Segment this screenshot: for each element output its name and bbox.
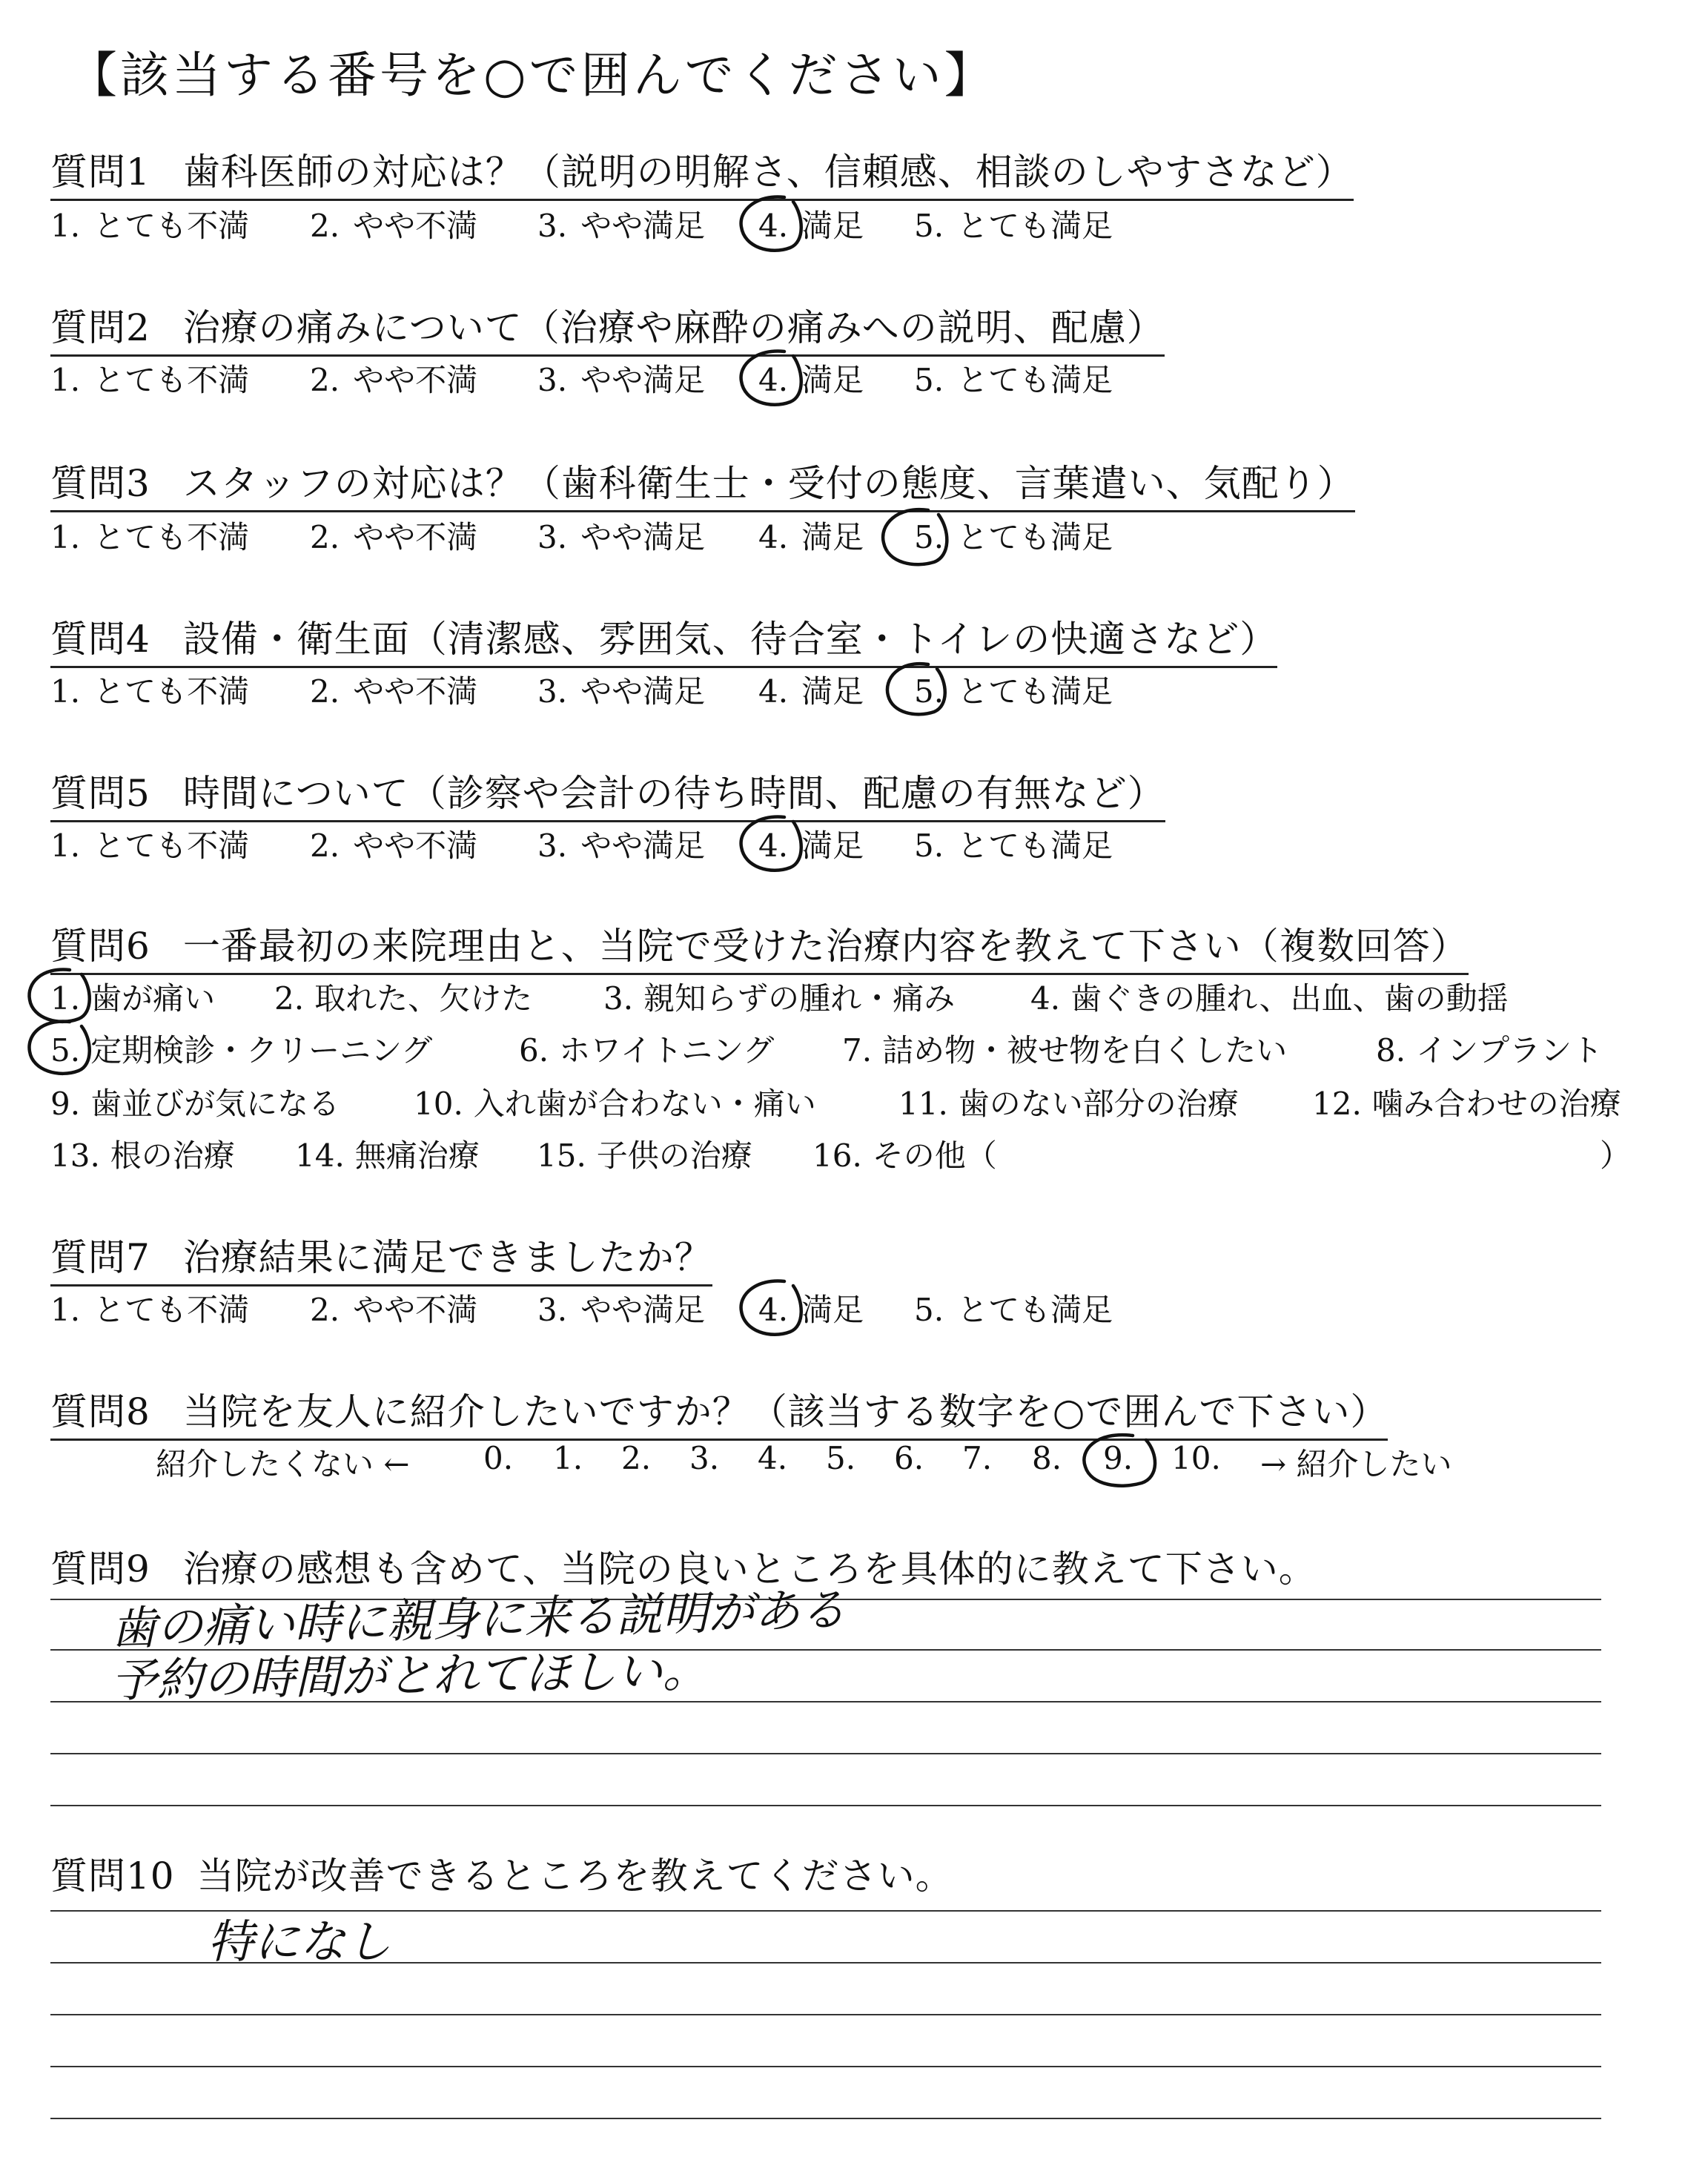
question-4-number: 質問4 <box>50 618 150 661</box>
question-8-number: 質問8 <box>50 1390 150 1433</box>
choice-2[interactable]: 2. やや不満 <box>310 362 478 398</box>
choice-3[interactable]: 3. やや満足 <box>537 362 706 398</box>
q6-option-8[interactable]: 8. インプラント <box>1376 1032 1603 1069</box>
choice-1[interactable]: 1. とても不満 <box>50 362 250 398</box>
q6-option-2[interactable]: 2. 取れた、欠けた <box>274 980 533 1017</box>
question-5-heading <box>50 764 1165 822</box>
question-9-number: 質問9 <box>50 1548 150 1591</box>
choice-3[interactable]: 3. やや満足 <box>537 208 706 244</box>
choice-3[interactable]: 3. やや満足 <box>537 828 706 864</box>
question-9-text: 治療の感想も含めて、当院の良いところを具体的に教えて下さい。 <box>182 1548 1317 1591</box>
q9-handwritten-answer-line-2: 予約の時間がとれてほしい。 <box>110 1642 709 1708</box>
q8-scale-7[interactable]: 7. <box>962 1440 993 1476</box>
q8-scale-5[interactable]: 5. <box>826 1440 856 1476</box>
q10-answer-line-5[interactable] <box>50 2118 1601 2119</box>
q8-scale-2[interactable]: 2. <box>621 1440 652 1476</box>
q10-handwritten-answer-line-1: 特になし <box>208 1915 392 1969</box>
question-7-number: 質問7 <box>50 1236 150 1279</box>
question-10-text: 当院が改善できるところを教えてください。 <box>196 1855 953 1898</box>
choice-1[interactable]: 1. とても不満 <box>50 519 250 555</box>
question-3-number: 質問3 <box>50 462 150 505</box>
question-4-heading <box>50 610 1277 668</box>
choice-2[interactable]: 2. やや不満 <box>310 828 478 864</box>
q6-option-12[interactable]: 12. 噛み合わせの治療 <box>1312 1086 1621 1122</box>
choice-4[interactable]: 4. 満足 <box>758 1292 864 1328</box>
page-title: 【該当する番号を○で囲んでください】 <box>68 47 996 104</box>
question-1-number: 質問1 <box>50 151 150 194</box>
choice-5[interactable]: 5. とても満足 <box>914 208 1113 244</box>
question-2-heading <box>50 298 1165 357</box>
choice-5[interactable]: 5. とても満足 <box>914 519 1113 555</box>
question-10-heading <box>50 1846 953 1903</box>
choice-3[interactable]: 3. やや満足 <box>537 519 706 555</box>
choice-2[interactable]: 2. やや不満 <box>310 208 478 244</box>
question-1-heading <box>50 142 1354 201</box>
choice-2[interactable]: 2. やや不満 <box>310 673 478 710</box>
q9-answer-line-2[interactable] <box>50 1649 1601 1651</box>
q9-handwritten-answer-line-1: 歯の痛い時に親身に来る説明がある <box>110 1582 847 1656</box>
question-2-text: 治療の痛みについて（治療や麻酔の痛みへの説明、配慮） <box>182 306 1165 349</box>
q6-other-close-paren: ） <box>1600 1137 1632 1174</box>
q6-option-11[interactable]: 11. 歯のない部分の治療 <box>898 1086 1239 1122</box>
q6-option-9[interactable]: 9. 歯並びが気になる <box>50 1086 340 1122</box>
q8-scale-6[interactable]: 6. <box>894 1440 924 1476</box>
question-1-text: 歯科医師の対応は？（説明の明解さ、信頼感、相談のしやすさなど） <box>182 151 1354 194</box>
q6-option-16[interactable]: 16. その他（ <box>812 1137 997 1174</box>
q8-scale-10[interactable]: 10. <box>1171 1440 1221 1476</box>
q6-option-6[interactable]: 6. ホワイトニング <box>519 1032 775 1069</box>
choice-2[interactable]: 2. やや不満 <box>310 1292 478 1328</box>
choice-4[interactable]: 4. 満足 <box>758 208 864 244</box>
q8-scale-1[interactable]: 1. <box>553 1440 583 1476</box>
q9-answer-line-4[interactable] <box>50 1753 1601 1754</box>
q8-scale-0[interactable]: 0. <box>483 1440 514 1476</box>
q6-option-4[interactable]: 4. 歯ぐきの腫れ、出血、歯の動揺 <box>1030 980 1509 1017</box>
q9-answer-line-3[interactable] <box>50 1701 1601 1702</box>
choice-1[interactable]: 1. とても不満 <box>50 828 250 864</box>
choice-5[interactable]: 5. とても満足 <box>914 1292 1113 1328</box>
question-5-number: 質問5 <box>50 772 150 815</box>
choice-5[interactable]: 5. とても満足 <box>914 828 1113 864</box>
question-6-text: 一番最初の来院理由と、当院で受けた治療内容を教えて下さい（複数回答） <box>182 925 1469 968</box>
q6-option-5[interactable]: 5. 定期検診・クリーニング <box>50 1032 433 1069</box>
choice-1[interactable]: 1. とても不満 <box>50 1292 250 1328</box>
q8-right-label: → 紹介したい <box>1260 1446 1452 1482</box>
choice-2[interactable]: 2. やや不満 <box>310 519 478 555</box>
question-2-number: 質問2 <box>50 306 150 349</box>
q8-left-label: 紹介したくない ← <box>156 1446 410 1482</box>
q8-scale-3[interactable]: 3. <box>689 1440 720 1476</box>
q6-option-7[interactable]: 7. 詰め物・被せ物を白くしたい <box>842 1032 1288 1069</box>
question-7-heading <box>50 1228 712 1287</box>
question-9-heading <box>50 1539 1317 1596</box>
choice-3[interactable]: 3. やや満足 <box>537 673 706 710</box>
choice-5[interactable]: 5. とても満足 <box>914 673 1113 710</box>
choice-3[interactable]: 3. やや満足 <box>537 1292 706 1328</box>
q6-option-3[interactable]: 3. 親知らずの腫れ・痛み <box>603 980 956 1017</box>
choice-5[interactable]: 5. とても満足 <box>914 362 1113 398</box>
question-10-number: 質問10 <box>50 1855 175 1898</box>
q10-answer-line-1[interactable] <box>50 1910 1601 1912</box>
q8-scale-9[interactable]: 9. <box>1103 1440 1133 1476</box>
choice-4[interactable]: 4. 満足 <box>758 828 864 864</box>
question-7-text: 治療結果に満足できましたか？ <box>182 1236 712 1279</box>
question-6-heading <box>50 916 1469 975</box>
choice-4[interactable]: 4. 満足 <box>758 673 864 710</box>
q9-answer-line-1[interactable] <box>50 1599 1601 1600</box>
q8-scale-4[interactable]: 4. <box>758 1440 788 1476</box>
q6-option-15[interactable]: 15. 子供の治療 <box>537 1137 752 1174</box>
q10-answer-line-4[interactable] <box>50 2066 1601 2067</box>
q10-answer-line-2[interactable] <box>50 1962 1601 1964</box>
choice-1[interactable]: 1. とても不満 <box>50 673 250 710</box>
q6-option-10[interactable]: 10. 入れ歯が合わない・痛い <box>414 1086 816 1122</box>
q10-answer-line-3[interactable] <box>50 2014 1601 2015</box>
question-6-number: 質問6 <box>50 925 150 968</box>
question-4-text: 設備・衛生面（清潔感、雰囲気、待合室・トイレの快適さなど） <box>182 618 1278 661</box>
q6-option-14[interactable]: 14. 無痛治療 <box>295 1137 480 1174</box>
question-8-heading <box>50 1382 1388 1441</box>
question-3-text: スタッフの対応は？（歯科衛生士・受付の態度、言葉遣い、気配り） <box>182 462 1355 505</box>
q6-option-1[interactable]: 1. 歯が痛い <box>50 980 216 1017</box>
choice-4[interactable]: 4. 満足 <box>758 362 864 398</box>
choice-1[interactable]: 1. とても不満 <box>50 208 250 244</box>
question-5-text: 時間について（診察や会計の待ち時間、配慮の有無など） <box>182 772 1165 815</box>
q8-scale-8[interactable]: 8. <box>1032 1440 1062 1476</box>
choice-4[interactable]: 4. 満足 <box>758 519 864 555</box>
q6-option-13[interactable]: 13. 根の治療 <box>50 1137 235 1174</box>
question-3-heading <box>50 454 1355 512</box>
q9-answer-line-5[interactable] <box>50 1805 1601 1806</box>
question-8-text: 当院を友人に紹介したいですか？（該当する数字を○で囲んで下さい） <box>182 1390 1388 1433</box>
